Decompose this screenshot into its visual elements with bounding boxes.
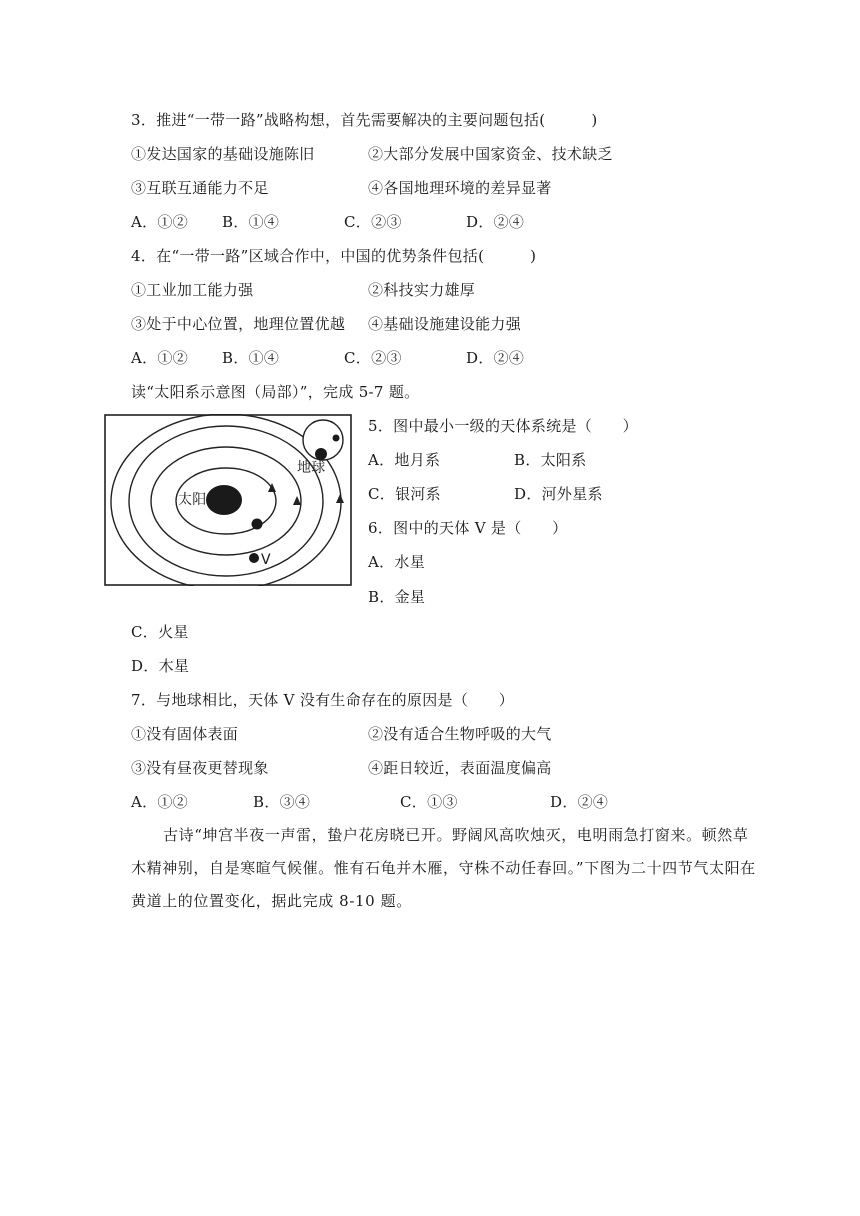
q5-choice-a: A．地月系	[368, 451, 441, 469]
q6-stem: 6．图中的天体 V 是（ ）	[368, 519, 568, 537]
intro-5-7: 读“太阳系示意图（局部）”，完成 5-7 题。	[131, 383, 420, 401]
q4-option-2: ②科技实力雄厚	[368, 281, 476, 299]
q7-option-1: ①没有固体表面	[131, 725, 239, 743]
q7-option-3: ③没有昼夜更替现象	[131, 759, 269, 777]
poem-paragraph	[131, 819, 757, 918]
q7-option-2: ②没有适合生物呼吸的大气	[368, 725, 552, 743]
solar-system-diagram	[104, 414, 352, 586]
q7-choice-b: B．③④	[253, 793, 311, 811]
q7-stem: 7．与地球相比，天体 V 没有生命存在的原因是（ ）	[131, 691, 515, 709]
q4-stem: 4．在“一带一路”区域合作中，中国的优势条件包括( )	[131, 247, 537, 265]
poem-paragraph-text: 古诗“坤宫半夜一声雷，蛰户花房晓已开。野阔风高吹烛灭，电明雨急打窗来。顿然草木精神别，自是寒暄气候催。惟有石龟并木雁，守株不动任春回。”下图为二十四节气太阳在黄道上的位置变化，据此完成 8-10 题。	[131, 826, 756, 910]
q5-choice-d: D．河外星系	[514, 485, 603, 503]
q4-option-1: ①工业加工能力强	[131, 281, 254, 299]
q6-choice-b: B．金星	[368, 588, 426, 606]
q6-choice-a: A．水星	[368, 553, 426, 571]
sun-label: 太阳	[178, 492, 207, 508]
q6-choice-d: D．木星	[131, 657, 190, 675]
q6-choice-c: C．火星	[131, 623, 189, 641]
q7-option-4: ④距日较近，表面温度偏高	[368, 759, 552, 777]
q7-choice-d: D．②④	[550, 793, 609, 811]
q7-choice-c: C．①③	[400, 793, 458, 811]
q3-choice-c: C．②③	[344, 213, 402, 231]
q3-choice-a: A．①②	[131, 213, 189, 231]
q3-option-3: ③互联互通能力不足	[131, 179, 269, 197]
q3-option-4: ④各国地理环境的差异显著	[368, 179, 552, 197]
q3-stem: 3．推进“一带一路”战略构想，首先需要解决的主要问题包括( )	[131, 111, 598, 129]
q4-choice-a: A．①②	[131, 349, 189, 367]
q4-option-3: ③处于中心位置，地理位置优越	[131, 315, 346, 333]
q5-choice-b: B．太阳系	[514, 451, 587, 469]
q5-choice-c: C．银河系	[368, 485, 441, 503]
q3-option-1: ①发达国家的基础设施陈旧	[131, 145, 315, 163]
q4-option-4: ④基础设施建设能力强	[368, 315, 522, 333]
q3-choice-b: B．①④	[222, 213, 280, 231]
q3-option-2: ②大部分发展中国家资金、技术缺乏	[368, 145, 613, 163]
q3-choice-d: D．②④	[466, 213, 525, 231]
q4-choice-c: C．②③	[344, 349, 402, 367]
q7-choice-a: A．①②	[131, 793, 189, 811]
q4-choice-d: D．②④	[466, 349, 525, 367]
q4-choice-b: B．①④	[222, 349, 280, 367]
planet-v-label: V	[261, 552, 271, 568]
earth-label: 地球	[297, 460, 326, 476]
q5-stem: 5．图中最小一级的天体系统是（ ）	[368, 417, 638, 435]
